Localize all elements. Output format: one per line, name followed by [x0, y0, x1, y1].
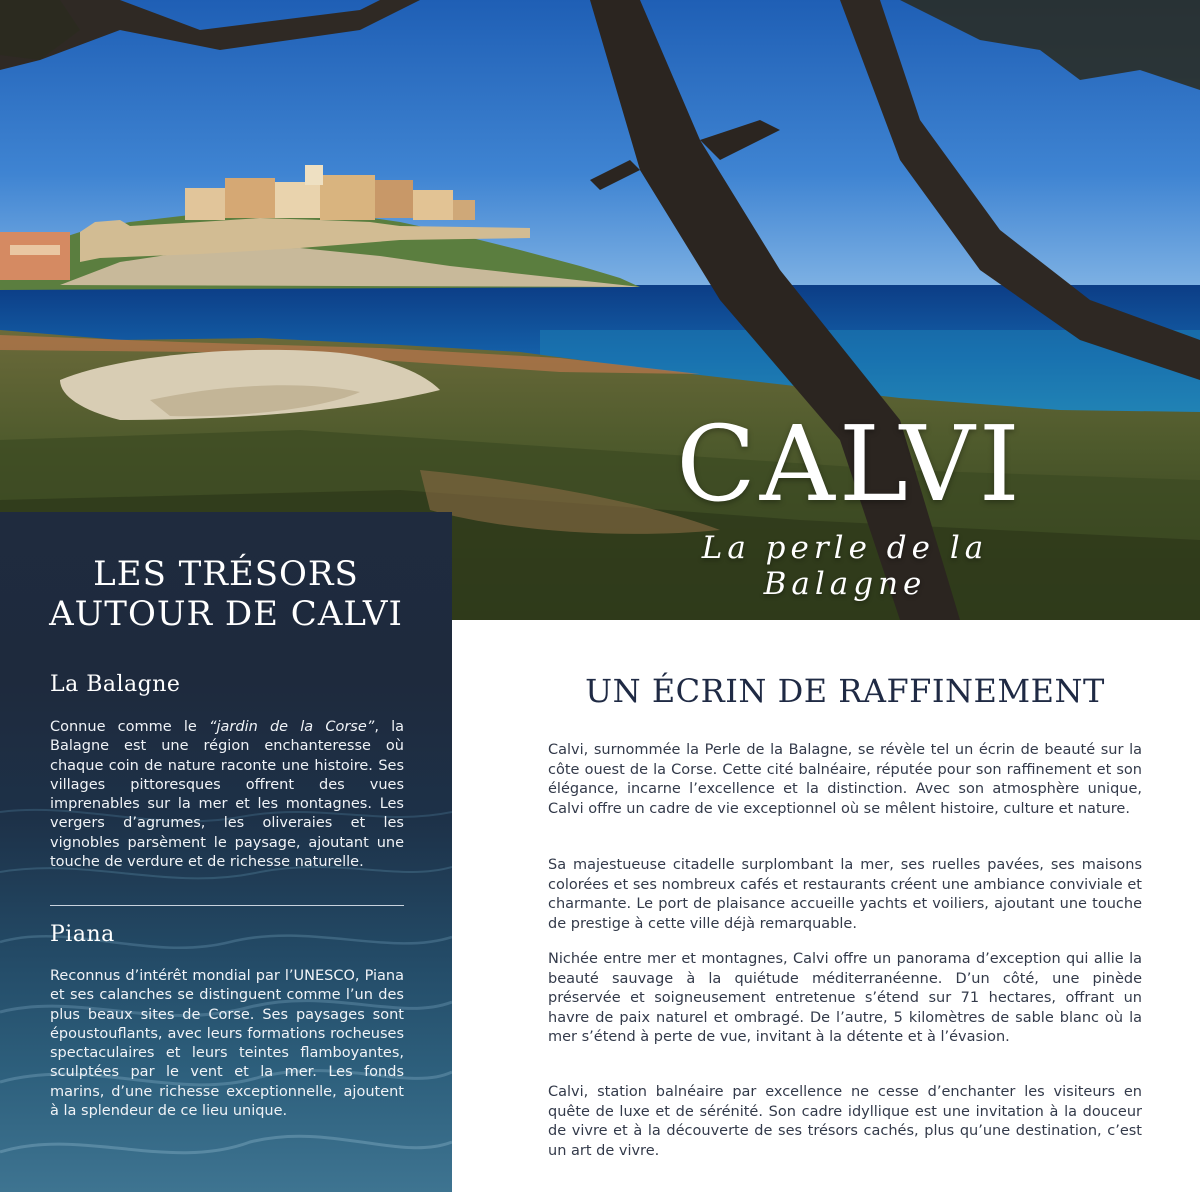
section-text-piana: Reconnus d’intérêt mondial par l’UNESCO, Piana et ses calanches se distinguent comme l’un des plus beaux sites de Corse. Ses paysages sont époustouflants, avec leurs formations rocheuses spectaculaires et leurs teintes flamboyantes, sculptées par le vent et la mer. Les fonds marins, d’une richesse exceptionnelle, ajoutent à la splendeur de ce lieu unique. — [50, 968, 404, 1120]
article-paragraph: Calvi, station balnéaire par excellence ne cesse d’enchanter les visiteurs en quête de luxe et de sérénité. Son cadre idyllique est une invitation à la douceur de vivre et à la découverte de ses trésors cachés, plus qu’une destination, c’est un art de vivre. — [548, 1084, 1142, 1159]
panel-title-line2: AUTOUR DE CALVI — [49, 594, 403, 634]
panel-title-line1: LES TRÉSORS — [93, 554, 359, 594]
section-text-emphasis: “jardin de la Corse” — [208, 719, 375, 735]
hero-subtitle: La perle de la Balagne — [701, 530, 989, 602]
section-heading-balagne: La Balagne — [50, 672, 181, 697]
hero-title: CALVI — [676, 403, 1024, 525]
article-paragraph: Sa majestueuse citadelle surplombant la mer, ses ruelles pavées, ses maisons colorées et ses nombreux cafés et restaurants créent une ambiance conviviale et charmante. Le port de plaisance accueille yachts et voiliers, ajoutant une touche de prestige à cette ville déjà remarquable. — [548, 857, 1142, 932]
article-title: UN ÉCRIN DE RAFFINEMENT — [585, 672, 1105, 710]
article-paragraph: Calvi, surnommée la Perle de la Balagne, se révèle tel un écrin de beauté sur la côte ouest de la Corse. Cette cité balnéaire, réputée pour son raffinement et son élégance, incarne l’excellence et la distinction. Avec son atmosphère unique, Calvi offre un cadre de vie exceptionnel où se mêlent histoire, culture et nature. — [548, 742, 1142, 817]
section-heading-piana: Piana — [50, 922, 115, 947]
treasures-panel — [0, 512, 452, 1192]
panel-title — [0, 554, 452, 634]
article-paragraph: Nichée entre mer et montagnes, Calvi offre un panorama d’exception qui allie la beauté sauvage à la quiétude méditerranéenne. D’un côté, une pinède préservée et soigneusement entretenue s’étend sur 71 hectares, offrant un havre de paix naturel et ombragé. De l’autre, 5 kilomètres de sable blanc où la mer s’étend à perte de vue, invitant à la détente et à l’évasion. — [548, 951, 1142, 1045]
section-divider — [50, 905, 404, 906]
section-text-balagne: Connue comme le “jardin de la Corse”, la Balagne est une région enchanteresse où chaque coin de nature raconte une histoire. Ses villages pittoresques offrent des vues imprenables sur la mer et les montagnes. Les vergers d’agrumes, les oliveraies et les vignobles parsèment le paysage, ajoutant une touche de verdure et de richesse naturelle. — [50, 719, 405, 871]
